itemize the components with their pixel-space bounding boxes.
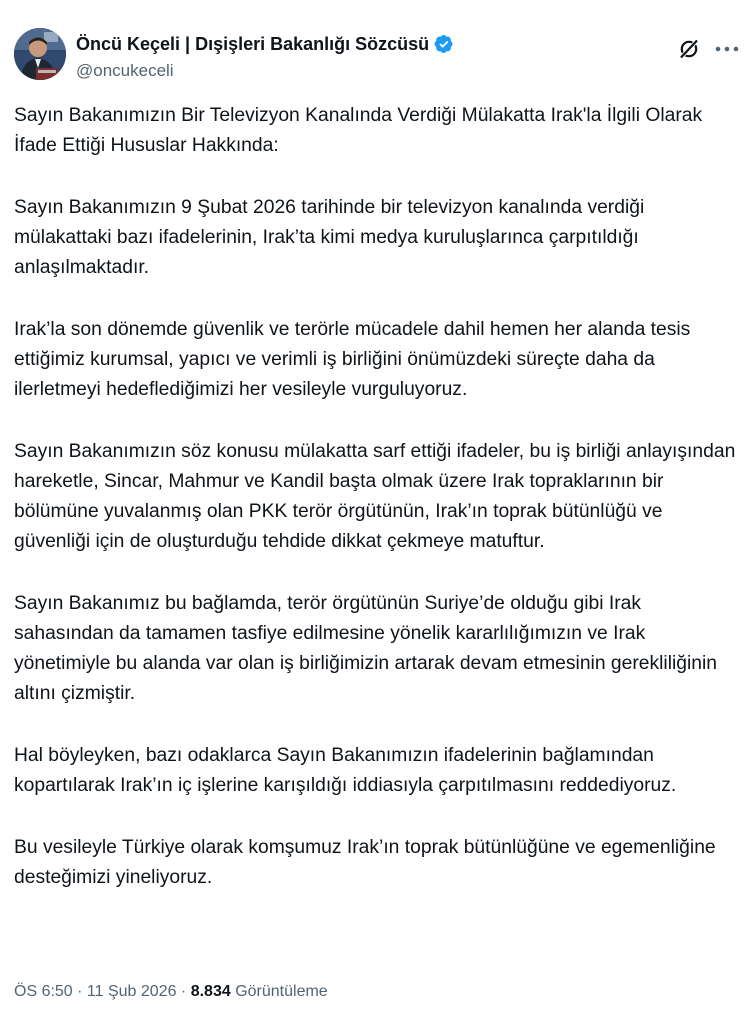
tweet-paragraph: Sayın Bakanımızın 9 Şubat 2026 tarihinde bir televizyon kanalında verdiği mülakattaki bazı ifadelerinin, Irak’ta kimi medya kuruluşlarınca çarpıtıldığı anlaşılmaktadır. [14,197,645,278]
meta-separator: · [176,983,191,1000]
meta-separator: · [72,983,87,1000]
tweet-time[interactable]: ÖS 6:50 [14,983,73,1000]
tweet-paragraph: Sayın Bakanımızın söz konusu mülakatta sarf ettiği ifadeler, bu iş birliği anlayışından hareketle, Sincar, Mahmur ve Kandil başta olmak üzere Irak topraklarının bir bölümüne yuvalanmış olan PKK terör örgütünün, Irak’ın toprak bütünlüğü ve güvenliği için de oluşturduğu tehdide dikkat çekmeye matuftur. [14,441,736,552]
display-name-row [76,32,454,56]
grok-icon[interactable] [678,38,700,60]
tweet-date[interactable]: 11 Şub 2026 [86,983,177,1000]
views-label: Görüntüleme [235,983,328,1000]
tweet-paragraph: Sayın Bakanımızın Bir Televizyon Kanalında Verdiği Mülakatta Irak'la İlgili Olarak İfade Ettiği Hususlar Hakkında: [14,105,703,156]
tweet-paragraph: Sayın Bakanımız bu bağlamda, terör örgütünün Suriye’de olduğu gibi Irak sahasından da tamamen tasfiye edilmesine yönelik kararlılığımızın ve Irak yönetimiyle bu alanda var olan iş birliğimizin artarak devam etmesinin gerekliliğinin altını çizmiştir. [14,593,718,704]
views-count: 8.834 [190,983,231,1000]
verified-badge-icon[interactable] [434,34,454,54]
tweet-paragraph: Bu vesileyle Türkiye olarak komşumuz Irak’ın toprak bütünlüğüne ve egemenliğine desteğimizi yineliyoruz. [14,837,716,888]
more-icon[interactable] [714,38,740,60]
avatar[interactable] [14,28,66,80]
tweet-header [14,28,740,84]
handle[interactable]: @oncukeceli [76,61,174,80]
tweet-paragraph: Irak’la son dönemde güvenlik ve terörle mücadele dahil hemen her alanda tesis ettiğimiz kurumsal, yapıcı ve verimli iş birliğini önümüzdeki süreçte daha da ilerletmeyi hedeflediğimizi her vesileyle vurguluyoruz. [14,319,691,400]
tweet-text [14,101,740,925]
author-names [76,32,454,81]
tweet-paragraph: Hal böyleyken, bazı odaklarca Sayın Bakanımızın ifadelerinin bağlamından kopartılarak Irak’ın iç işlerine karışıldığı iddiasıyla çarpıtılmasını reddediyoruz. [14,745,677,796]
tweet-meta [14,983,328,1001]
display-name[interactable]: Öncü Keçeli | Dışişleri Bakanlığı Sözcüsü [76,33,430,54]
